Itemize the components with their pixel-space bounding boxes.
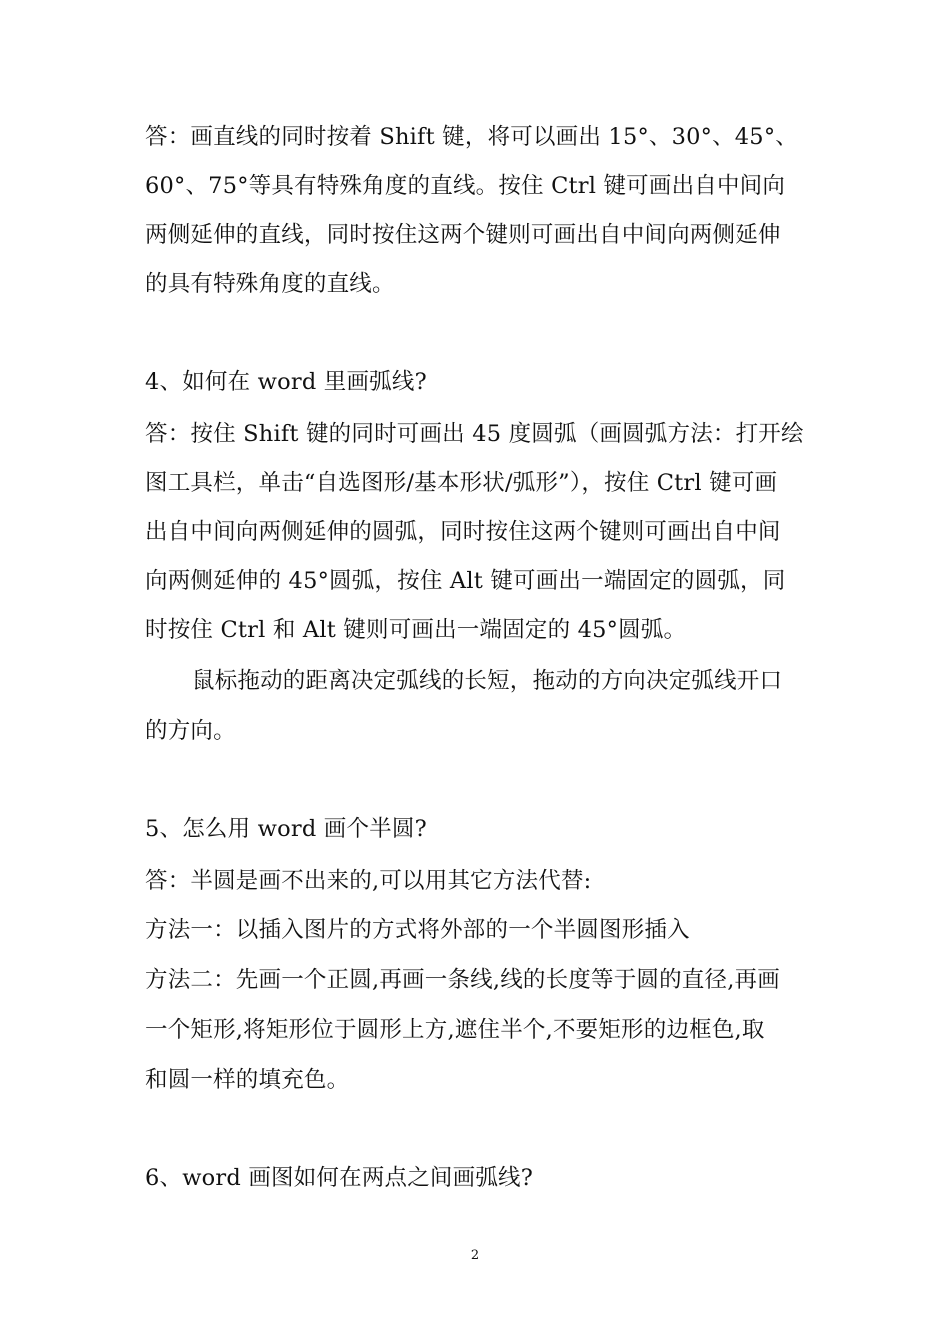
paragraph-line: 和圆一样的填充色。 — [145, 1067, 350, 1093]
paragraph-line: 方法二：先画一个正圆,再画一条线,线的长度等于圆的直径,再画 — [145, 967, 780, 993]
paragraph-line: 60°、75°等具有特殊角度的直线。按住 Ctrl 键可画出自中间向 — [145, 173, 786, 199]
paragraph-line: 两侧延伸的直线，同时按住这两个键则可画出自中间向两侧延伸 — [145, 222, 781, 248]
paragraph-line: 答：半圆是画不出来的,可以用其它方法代替: — [145, 868, 592, 894]
paragraph-line: 图工具栏，单击“自选图形/基本形状/弧形”），按住 Ctrl 键可画 — [145, 470, 778, 496]
paragraph-line: 答：按住 Shift 键的同时可画出 45 度圆弧（画圆弧方法：打开绘 — [145, 421, 804, 447]
paragraph-line: 的方向。 — [145, 718, 236, 744]
section-heading-q4: 4、如何在 word 里画弧线? — [145, 369, 427, 395]
section-heading-q5: 5、怎么用 word 画个半圆? — [145, 816, 427, 842]
page-number: 2 — [470, 1248, 480, 1263]
paragraph-line: 时按住 Ctrl 和 Alt 键则可画出一端固定的 45°圆弧。 — [145, 617, 687, 643]
paragraph-line: 答：画直线的同时按着 Shift 键，将可以画出 15°、30°、45°、 — [145, 124, 798, 150]
section-heading-q6: 6、word 画图如何在两点之间画弧线? — [145, 1165, 533, 1191]
paragraph-line: 向两侧延伸的 45°圆弧，按住 Alt 键可画出一端固定的圆弧，同 — [145, 568, 786, 594]
paragraph-line: 一个矩形,将矩形位于圆形上方,遮住半个,不要矩形的边框色,取 — [145, 1017, 765, 1043]
paragraph-line: 出自中间向两侧延伸的圆弧，同时按住这两个键则可画出自中间 — [145, 519, 781, 545]
paragraph-line: 方法一：以插入图片的方式将外部的一个半圆图形插入 — [145, 917, 690, 943]
paragraph-line: 的具有特殊角度的直线。 — [145, 271, 395, 297]
paragraph-line-indented: 鼠标拖动的距离决定弧线的长短，拖动的方向决定弧线开口 — [192, 668, 783, 694]
